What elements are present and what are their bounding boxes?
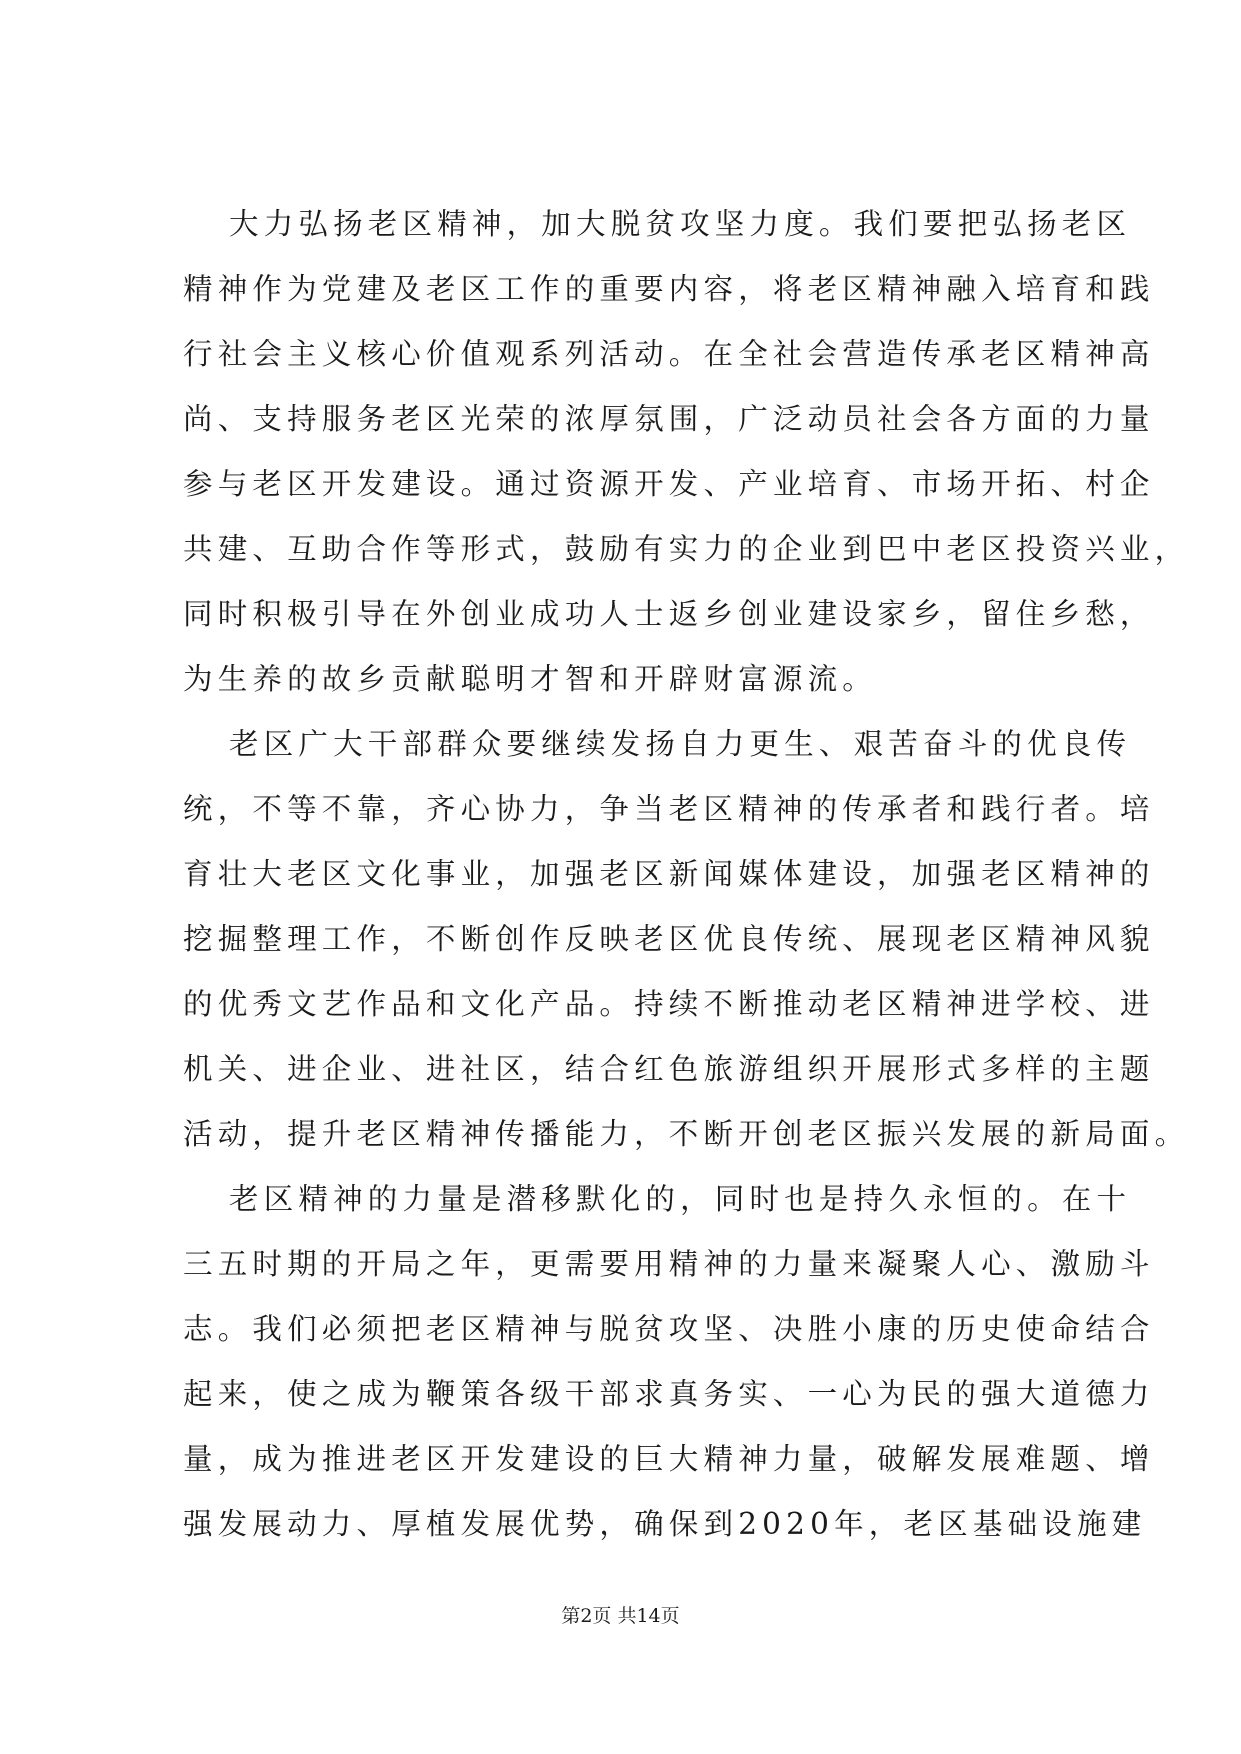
- text-line: 三五时期的开局之年，更需要用精神的力量来凝聚人心、激励斗: [183, 1247, 1155, 1281]
- page-number-footer: 第2页 共14页: [561, 1605, 680, 1627]
- text-line: 尚、支持服务老区光荣的浓厚氛围，广泛动员社会各方面的力量: [183, 402, 1155, 436]
- paragraph-3: [183, 1181, 1155, 1571]
- text-line: 大力弘扬老区精神，加大脱贫攻坚力度。我们要把弘扬老区: [229, 207, 1132, 241]
- text-line: 活动，提升老区精神传播能力，不断开创老区振兴发展的新局面。: [183, 1117, 1190, 1151]
- document-body: [183, 206, 1190, 1571]
- text-line: 志。我们必须把老区精神与脱贫攻坚、决胜小康的历史使命结合: [183, 1312, 1155, 1346]
- text-line: 起来，使之成为鞭策各级干部求真务实、一心为民的强大道德力: [183, 1377, 1155, 1411]
- paragraph-1: [183, 206, 1190, 726]
- text-line: 老区广大干部群众要继续发扬自力更生、艰苦奋斗的优良传: [229, 727, 1132, 761]
- text-line: 统，不等不靠，齐心协力，争当老区精神的传承者和践行者。培: [183, 792, 1155, 826]
- paragraph-2: [183, 726, 1190, 1181]
- text-line: 强发展动力、厚植发展优势，确保到2020年，老区基础设施建: [183, 1507, 1147, 1541]
- text-line: 挖掘整理工作，不断创作反映老区优良传统、展现老区精神风貌: [183, 922, 1155, 956]
- text-line: 育壮大老区文化事业，加强老区新闻媒体建设，加强老区精神的: [183, 857, 1155, 891]
- text-line: 参与老区开发建设。通过资源开发、产业培育、市场开拓、村企: [183, 467, 1155, 501]
- text-line: 老区精神的力量是潜移默化的，同时也是持久永恒的。在十: [229, 1182, 1132, 1216]
- text-line: 机关、进企业、进社区，结合红色旅游组织开展形式多样的主题: [183, 1052, 1155, 1086]
- text-line: 精神作为党建及老区工作的重要内容，将老区精神融入培育和践: [183, 272, 1155, 306]
- text-line: 行社会主义核心价值观系列活动。在全社会营造传承老区精神高: [183, 337, 1155, 371]
- text-line: 为生养的故乡贡献聪明才智和开辟财富源流。: [183, 662, 878, 696]
- text-line: 同时积极引导在外创业成功人士返乡创业建设家乡，留住乡愁，: [183, 597, 1155, 631]
- text-line: 量，成为推进老区开发建设的巨大精神力量，破解发展难题、增: [183, 1442, 1155, 1476]
- text-line: 共建、互助合作等形式，鼓励有实力的企业到巴中老区投资兴业，: [183, 532, 1190, 566]
- text-line: 的优秀文艺作品和文化产品。持续不断推动老区精神进学校、进: [183, 987, 1155, 1021]
